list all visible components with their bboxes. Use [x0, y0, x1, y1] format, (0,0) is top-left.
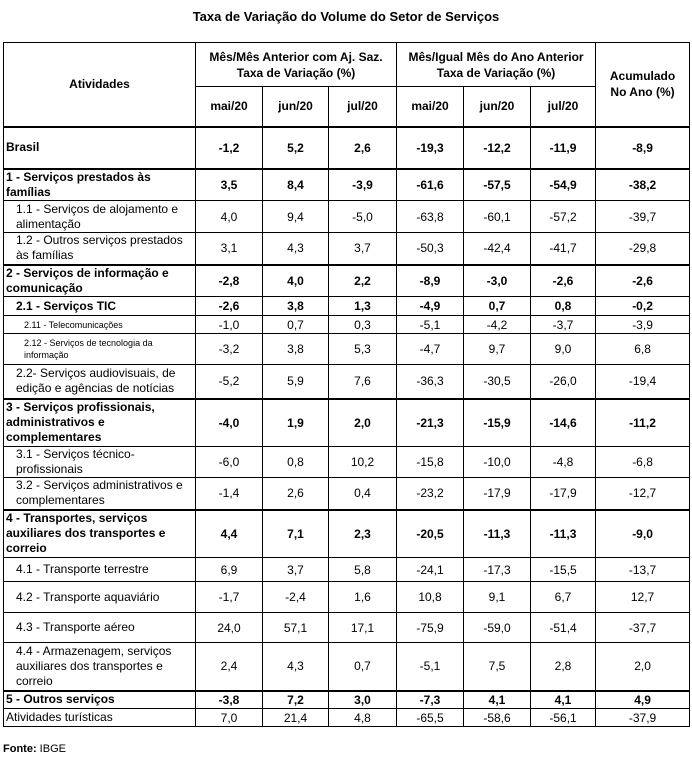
- cell-value: -51,4: [531, 613, 596, 643]
- cell-value: 9,0: [531, 334, 596, 365]
- cell-value: 2,2: [329, 265, 397, 297]
- cell-value: -11,9: [531, 127, 596, 169]
- cell-value: 1,9: [263, 399, 329, 447]
- header-month-vs-previous-line2: Taxa de Variação (%): [236, 65, 356, 80]
- table-row: [4, 316, 690, 334]
- cell-value: -4,0: [196, 399, 263, 447]
- cell-value: 7,5: [464, 643, 531, 691]
- cell-value: 4,0: [196, 201, 263, 233]
- cell-value: -54,9: [531, 169, 596, 201]
- cell-value: 6,8: [596, 334, 690, 365]
- cell-value: 2,0: [596, 643, 690, 691]
- table-row: [4, 399, 690, 447]
- cell-value: -8,9: [596, 127, 690, 169]
- cell-value: -24,1: [397, 558, 464, 582]
- header-month-vs-previous: [196, 43, 397, 87]
- table-row: [4, 478, 690, 510]
- cell-value: -58,6: [464, 709, 531, 727]
- cell-value: 0,8: [531, 297, 596, 316]
- cell-value: -11,2: [596, 399, 690, 447]
- cell-value: 0,7: [329, 643, 397, 691]
- cell-value: 4,4: [196, 510, 263, 558]
- cell-value: -17,9: [464, 478, 531, 510]
- cell-value: 3,5: [196, 169, 263, 201]
- cell-value: 0,8: [263, 447, 329, 478]
- table-row: [4, 691, 690, 709]
- header-month: jun/20: [263, 87, 329, 127]
- cell-value: 4,3: [263, 233, 329, 265]
- cell-value: 5,9: [263, 365, 329, 399]
- cell-value: 10,8: [397, 582, 464, 613]
- header-month: jul/20: [531, 87, 596, 127]
- cell-value: -10,0: [464, 447, 531, 478]
- table-row: [4, 127, 690, 169]
- row-label: 4.4 - Armazenagem, serviços auxiliares dos transportes e correio: [4, 643, 196, 691]
- table-row: [4, 558, 690, 582]
- row-label: 5 - Outros serviços: [4, 691, 196, 709]
- header-month-vs-same-month-line2: Taxa de Variação (%): [436, 65, 556, 80]
- cell-value: 9,7: [464, 334, 531, 365]
- cell-value: -15,5: [531, 558, 596, 582]
- table-row: [4, 169, 690, 201]
- cell-value: -11,3: [464, 510, 531, 558]
- row-label: 3.2 - Serviços administrativos e complementares: [4, 478, 196, 510]
- services-volume-table: [3, 42, 690, 727]
- cell-value: 8,4: [263, 169, 329, 201]
- cell-value: -3,8: [196, 691, 263, 709]
- cell-value: -11,3: [531, 510, 596, 558]
- cell-value: -1,0: [196, 316, 263, 334]
- table-title: Taxa de Variação do Volume do Setor de Serviços: [192, 9, 500, 24]
- cell-value: 5,8: [329, 558, 397, 582]
- cell-value: 4,3: [263, 643, 329, 691]
- header-month-vs-previous-line1: Mês/Mês Anterior com Aj. Saz.: [209, 49, 383, 64]
- cell-value: -5,1: [397, 316, 464, 334]
- table-row: [4, 613, 690, 643]
- cell-value: 0,3: [329, 316, 397, 334]
- cell-value: -9,0: [596, 510, 690, 558]
- cell-value: -38,2: [596, 169, 690, 201]
- row-label: 4 - Transportes, serviços auxiliares dos transportes e correio: [4, 510, 196, 558]
- row-label: 2.12 - Serviços de tecnologia da informação: [4, 334, 196, 365]
- cell-value: -26,0: [531, 365, 596, 399]
- cell-value: 3,1: [196, 233, 263, 265]
- cell-value: 5,2: [263, 127, 329, 169]
- cell-value: -3,9: [329, 169, 397, 201]
- row-label: Brasil: [4, 127, 196, 169]
- cell-value: 0,4: [329, 478, 397, 510]
- cell-value: -4,7: [397, 334, 464, 365]
- cell-value: -17,3: [464, 558, 531, 582]
- cell-value: -61,6: [397, 169, 464, 201]
- cell-value: 10,2: [329, 447, 397, 478]
- cell-value: -5,2: [196, 365, 263, 399]
- cell-value: 57,1: [263, 613, 329, 643]
- table-row: [4, 233, 690, 265]
- row-label: 2.2- Serviços audiovisuais, de edição e agências de notícias: [4, 365, 196, 399]
- cell-value: 2,0: [329, 399, 397, 447]
- cell-value: -36,3: [397, 365, 464, 399]
- table-row: [4, 297, 690, 316]
- cell-value: -6,8: [596, 447, 690, 478]
- table-row: [4, 582, 690, 613]
- cell-value: 1,3: [329, 297, 397, 316]
- cell-value: -2,4: [263, 582, 329, 613]
- cell-value: -57,5: [464, 169, 531, 201]
- cell-value: 4,1: [464, 691, 531, 709]
- cell-value: 17,1: [329, 613, 397, 643]
- row-label: 2.1 - Serviços TIC: [4, 297, 196, 316]
- row-label: 1 - Serviços prestados às famílias: [4, 169, 196, 201]
- header-accumulated-line1: Acumulado: [609, 69, 676, 84]
- cell-value: -2,6: [596, 265, 690, 297]
- cell-value: 9,4: [263, 201, 329, 233]
- row-label: 2 - Serviços de informação e comunicação: [4, 265, 196, 297]
- cell-value: 21,4: [263, 709, 329, 727]
- cell-value: -3,2: [196, 334, 263, 365]
- cell-value: -3,7: [531, 316, 596, 334]
- cell-value: -29,8: [596, 233, 690, 265]
- table-row: [4, 334, 690, 365]
- cell-value: 0,7: [263, 316, 329, 334]
- source-text: IBGE: [39, 743, 66, 755]
- header-month-vs-same-month: [397, 43, 596, 87]
- cell-value: -60,1: [464, 201, 531, 233]
- cell-value: -59,0: [464, 613, 531, 643]
- table-row: [4, 709, 690, 727]
- table-row: [4, 447, 690, 478]
- cell-value: -7,3: [397, 691, 464, 709]
- cell-value: 3,7: [329, 233, 397, 265]
- cell-value: -41,7: [531, 233, 596, 265]
- cell-value: 4,0: [263, 265, 329, 297]
- cell-value: 3,7: [263, 558, 329, 582]
- cell-value: -4,2: [464, 316, 531, 334]
- cell-value: -63,8: [397, 201, 464, 233]
- cell-value: 7,2: [263, 691, 329, 709]
- cell-value: 9,1: [464, 582, 531, 613]
- cell-value: 4,1: [531, 691, 596, 709]
- cell-value: -23,2: [397, 478, 464, 510]
- source-footer: [3, 743, 66, 755]
- cell-value: -65,5: [397, 709, 464, 727]
- table-row: [4, 510, 690, 558]
- cell-value: -14,6: [531, 399, 596, 447]
- cell-value: -57,2: [531, 201, 596, 233]
- cell-value: -2,6: [196, 297, 263, 316]
- cell-value: 2,8: [531, 643, 596, 691]
- cell-value: -5,1: [397, 643, 464, 691]
- cell-value: 3,8: [263, 334, 329, 365]
- cell-value: 2,6: [263, 478, 329, 510]
- row-label: 1.1 - Serviços de alojamento e alimentação: [4, 201, 196, 233]
- table-body: [4, 127, 690, 727]
- cell-value: -56,1: [531, 709, 596, 727]
- header-accumulated-line2: No Ano (%): [610, 85, 675, 100]
- row-label: 1.2 - Outros serviços prestados às famílias: [4, 233, 196, 265]
- cell-value: -6,0: [196, 447, 263, 478]
- cell-value: -3,9: [596, 316, 690, 334]
- row-label: 4.3 - Transporte aéreo: [4, 613, 196, 643]
- header-month: jun/20: [464, 87, 531, 127]
- cell-value: 3,0: [329, 691, 397, 709]
- cell-value: -12,7: [596, 478, 690, 510]
- row-label: 4.2 - Transporte aquaviário: [4, 582, 196, 613]
- cell-value: -15,9: [464, 399, 531, 447]
- table-row: [4, 365, 690, 399]
- cell-value: 7,6: [329, 365, 397, 399]
- header-activities: Atividades: [4, 43, 196, 127]
- cell-value: -5,0: [329, 201, 397, 233]
- row-label: Atividades turísticas: [4, 709, 196, 727]
- cell-value: -4,9: [397, 297, 464, 316]
- cell-value: -2,6: [531, 265, 596, 297]
- cell-value: 7,0: [196, 709, 263, 727]
- cell-value: -21,3: [397, 399, 464, 447]
- cell-value: -50,3: [397, 233, 464, 265]
- table-row: [4, 265, 690, 297]
- cell-value: 3,8: [263, 297, 329, 316]
- header-month: mai/20: [196, 87, 263, 127]
- header-month: jul/20: [329, 87, 397, 127]
- cell-value: -1,4: [196, 478, 263, 510]
- cell-value: -8,9: [397, 265, 464, 297]
- cell-value: 7,1: [263, 510, 329, 558]
- cell-value: -15,8: [397, 447, 464, 478]
- row-label: 4.1 - Transporte terrestre: [4, 558, 196, 582]
- cell-value: 0,7: [464, 297, 531, 316]
- cell-value: -39,7: [596, 201, 690, 233]
- row-label: 3 - Serviços profissionais, administrativos e complementares: [4, 399, 196, 447]
- cell-value: 5,3: [329, 334, 397, 365]
- row-label: 3.1 - Serviços técnico-profissionais: [4, 447, 196, 478]
- cell-value: -37,7: [596, 613, 690, 643]
- cell-value: -1,2: [196, 127, 263, 169]
- cell-value: 6,7: [531, 582, 596, 613]
- header-month-vs-same-month-line1: Mês/Igual Mês do Ano Anterior: [408, 49, 584, 64]
- cell-value: -13,7: [596, 558, 690, 582]
- table-row: [4, 643, 690, 691]
- cell-value: 6,9: [196, 558, 263, 582]
- cell-value: -0,2: [596, 297, 690, 316]
- cell-value: -12,2: [464, 127, 531, 169]
- cell-value: -30,5: [464, 365, 531, 399]
- cell-value: -19,3: [397, 127, 464, 169]
- cell-value: 2,4: [196, 643, 263, 691]
- cell-value: -37,9: [596, 709, 690, 727]
- cell-value: 12,7: [596, 582, 690, 613]
- cell-value: -75,9: [397, 613, 464, 643]
- source-label: Fonte:: [3, 743, 37, 755]
- cell-value: -17,9: [531, 478, 596, 510]
- cell-value: 1,6: [329, 582, 397, 613]
- header-accumulated-year: [596, 43, 690, 127]
- cell-value: -3,0: [464, 265, 531, 297]
- cell-value: 4,9: [596, 691, 690, 709]
- cell-value: -19,4: [596, 365, 690, 399]
- row-label: 2.11 - Telecomunicações: [4, 316, 196, 334]
- cell-value: 2,3: [329, 510, 397, 558]
- cell-value: -42,4: [464, 233, 531, 265]
- cell-value: -20,5: [397, 510, 464, 558]
- cell-value: -1,7: [196, 582, 263, 613]
- cell-value: 2,6: [329, 127, 397, 169]
- cell-value: -2,8: [196, 265, 263, 297]
- table-row: [4, 201, 690, 233]
- header-month: mai/20: [397, 87, 464, 127]
- cell-value: -4,8: [531, 447, 596, 478]
- cell-value: 4,8: [329, 709, 397, 727]
- cell-value: 24,0: [196, 613, 263, 643]
